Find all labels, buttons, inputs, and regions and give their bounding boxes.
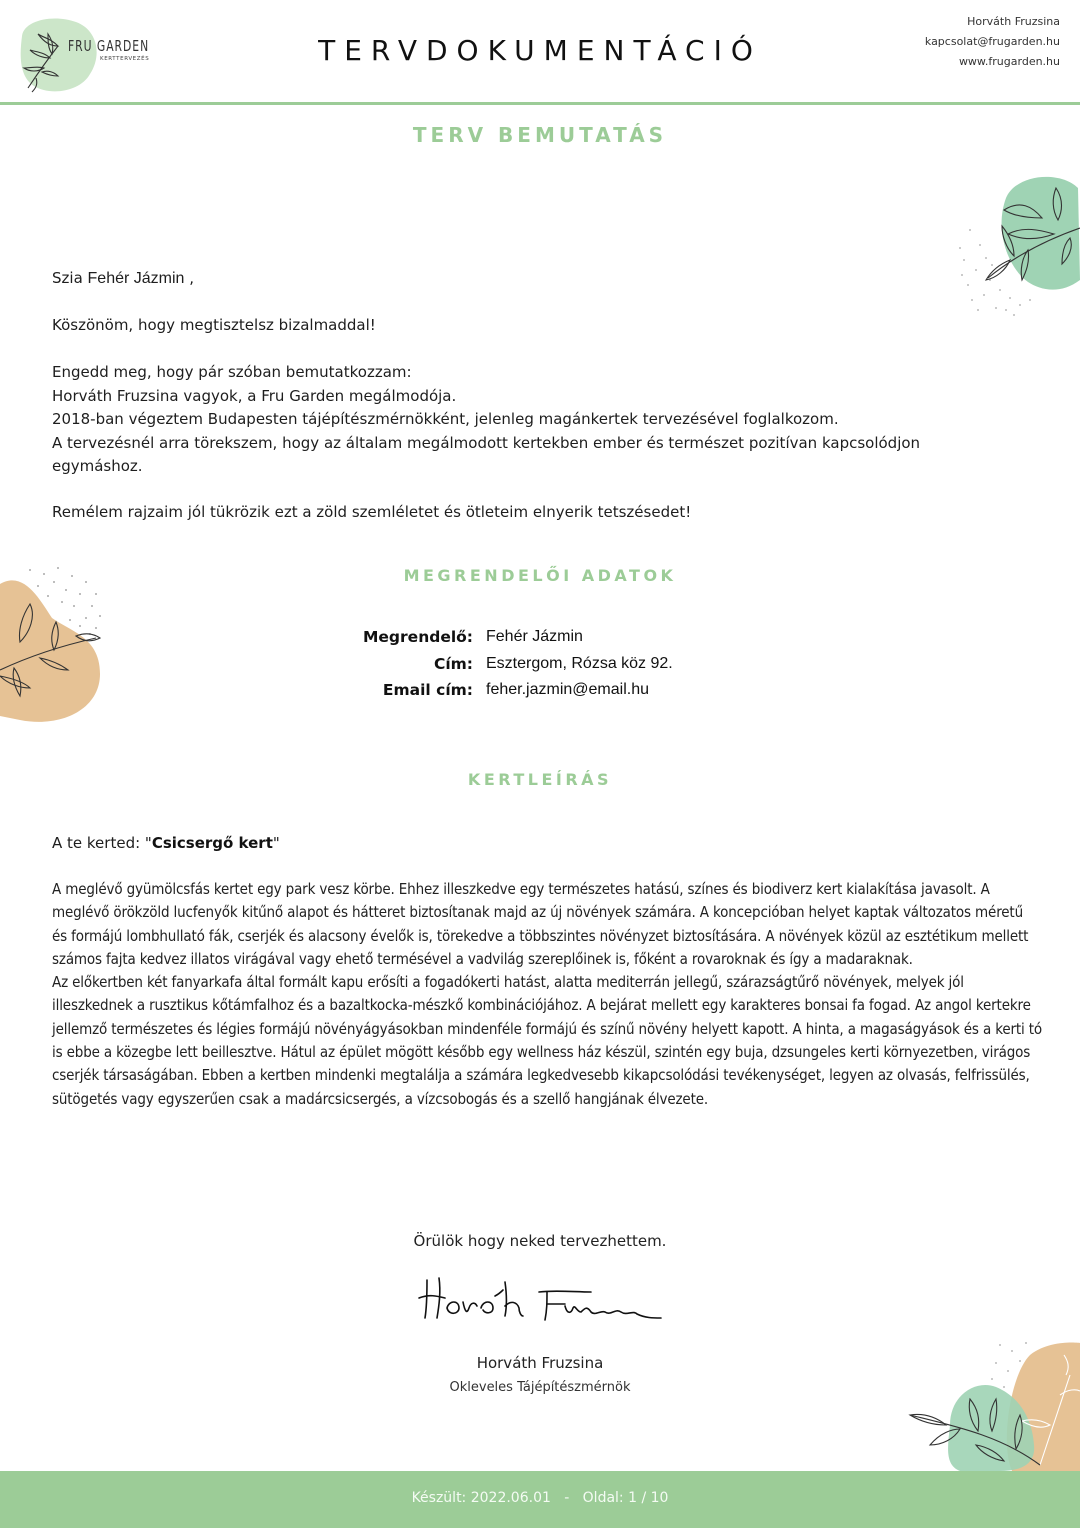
- handwritten-signature: [415, 1272, 665, 1332]
- garden-name-prefix: A te kerted: ": [52, 834, 152, 852]
- footer-created-date: Készült: 2022.06.01: [411, 1490, 551, 1506]
- contact-info: [925, 12, 1060, 72]
- signoff-message: Örülök hogy neked tervezhettem.: [413, 1232, 667, 1250]
- client-label: Megrendelő:: [363, 628, 473, 646]
- document-title: TERVDOKUMENTÁCIÓ: [318, 34, 762, 67]
- garden-name-suffix: ": [272, 834, 280, 852]
- intro-line: 2018-ban végeztem Budapesten tájépítészmérnökként, jelenleg magánkertek tervezésével foglalkozom.: [52, 410, 839, 428]
- section-title-client: MEGRENDELŐI ADATOK: [403, 566, 677, 585]
- footer-text: [0, 1490, 1080, 1506]
- signer-title: Okleveles Tájépítészmérnök: [449, 1380, 631, 1395]
- garden-name-line: [52, 832, 1032, 856]
- client-row-email: [0, 681, 1080, 708]
- intro-line: Engedd meg, hogy pár szóban bemutatkozzam:: [52, 363, 412, 381]
- section-title-intro: TERV BEMUTATÁS: [412, 123, 668, 147]
- logo-subtitle: KERTTERVEZÉS: [100, 56, 150, 62]
- description-paragraph: Az előkertben két fanyarkafa által formált kapu erősíti a fogadókerti hatást, alatta mediterrán jellegű, szárazságtűrő növények, melyek jól illeszkednek a rusztikus kőtámfalhoz és a bazaltkocka-mészkő kombinációjához. A bejárat mellett egy karakteres bonsai fa fogad. Az angol kertekre jellemző természetes és légies formájú növényágyásokban mindenféle formájú és színű növény helyett kapott. A hinta, a magaságyások és a kerti tó is ebbe a közegbe lett beillesztve. Hátul az épület mögött később egy wellness ház készül, szintén egy buja, dzsungeles kerti környezetben, virágos cserjék társaságában. Ebben a kertben mindenki megtalálja a számára legkedvesebb kikapcsolódási tevékenységet, legyen az olvasás, felfrissülés, sütögetés vagy egyszerűen csak a madárcsicsergés, a vízcsobogás és a szellő hangjának élvezete.: [52, 973, 1042, 1108]
- client-row-name: [0, 628, 1080, 655]
- intro-paragraph: [52, 361, 1032, 479]
- greeting-name: Fehér Jázmin: [87, 270, 185, 287]
- leaf-decoration-icon: [950, 170, 1080, 330]
- client-value[interactable]: feher.jazmin@email.hu: [486, 681, 649, 698]
- thanks-line: Köszönöm, hogy megtisztelsz bizalmaddal!: [52, 316, 376, 334]
- client-label: Cím:: [433, 654, 473, 673]
- greeting-line: [52, 267, 1032, 291]
- greeting-prefix: Szia: [52, 269, 88, 287]
- client-value: Fehér Jázmin: [486, 628, 583, 645]
- contact-email[interactable]: kapcsolat@frugarden.hu: [924, 35, 1060, 48]
- garden-name: Csicsergő kert: [151, 834, 273, 852]
- client-row-address: [0, 655, 1080, 682]
- intro-line: Horváth Fruzsina vagyok, a Fru Garden megálmodója.: [52, 386, 457, 405]
- contact-name: Horváth Fruzsina: [967, 15, 1060, 28]
- header-divider: [0, 102, 1080, 105]
- page-footer: [0, 1471, 1080, 1528]
- closing-line: Remélem rajzaim jól tükrözik ezt a zöld szemléletet és ötleteim elnyerik tetszésedet!: [52, 503, 692, 521]
- page-header: [0, 0, 1080, 102]
- description-paragraph: A meglévő gyümölcsfás kertet egy park vesz körbe. Ehhez illeszkedve egy természetes hatású, színes és biodiverz kert kialakítása javasolt. A meglévő örökzöld lucfenyők kitűnő alapot és hátteret biztosítanak majd az új növények számára. A koncepcióban helyet kaptak változatos méretű és formájú lombhullató fák, cserjék és alacsony évelők is, törekedve a többszintes növényzet biztosítására. A növények közül az esztétikum mellett számos fajta kedvez illatos virágával vagy ehető termésével a vadvilág szereplőinek is, főként a rovaroknak és így a madaraknak.: [52, 880, 1029, 968]
- client-value: Esztergom, Rózsa köz 92.: [486, 654, 673, 672]
- contact-website[interactable]: www.frugarden.hu: [958, 55, 1060, 68]
- client-label: Email cím:: [382, 681, 473, 699]
- client-details-table: [0, 628, 1080, 708]
- intro-line: A tervezésnél arra törekszem, hogy az általam megálmodott kertekben ember és természet pozitívan kapcsolódjon egymáshoz.: [52, 433, 921, 475]
- garden-description: [52, 878, 1042, 1111]
- logo-name: FRU GARDEN: [68, 37, 150, 55]
- footer-page-number: Oldal: 1 / 10: [582, 1490, 669, 1506]
- footer-separator: -: [550, 1490, 583, 1506]
- signer-name: Horváth Fruzsina: [476, 1354, 604, 1372]
- section-title-garden: KERTLEÍRÁS: [467, 770, 613, 789]
- greeting-suffix: ,: [184, 269, 194, 287]
